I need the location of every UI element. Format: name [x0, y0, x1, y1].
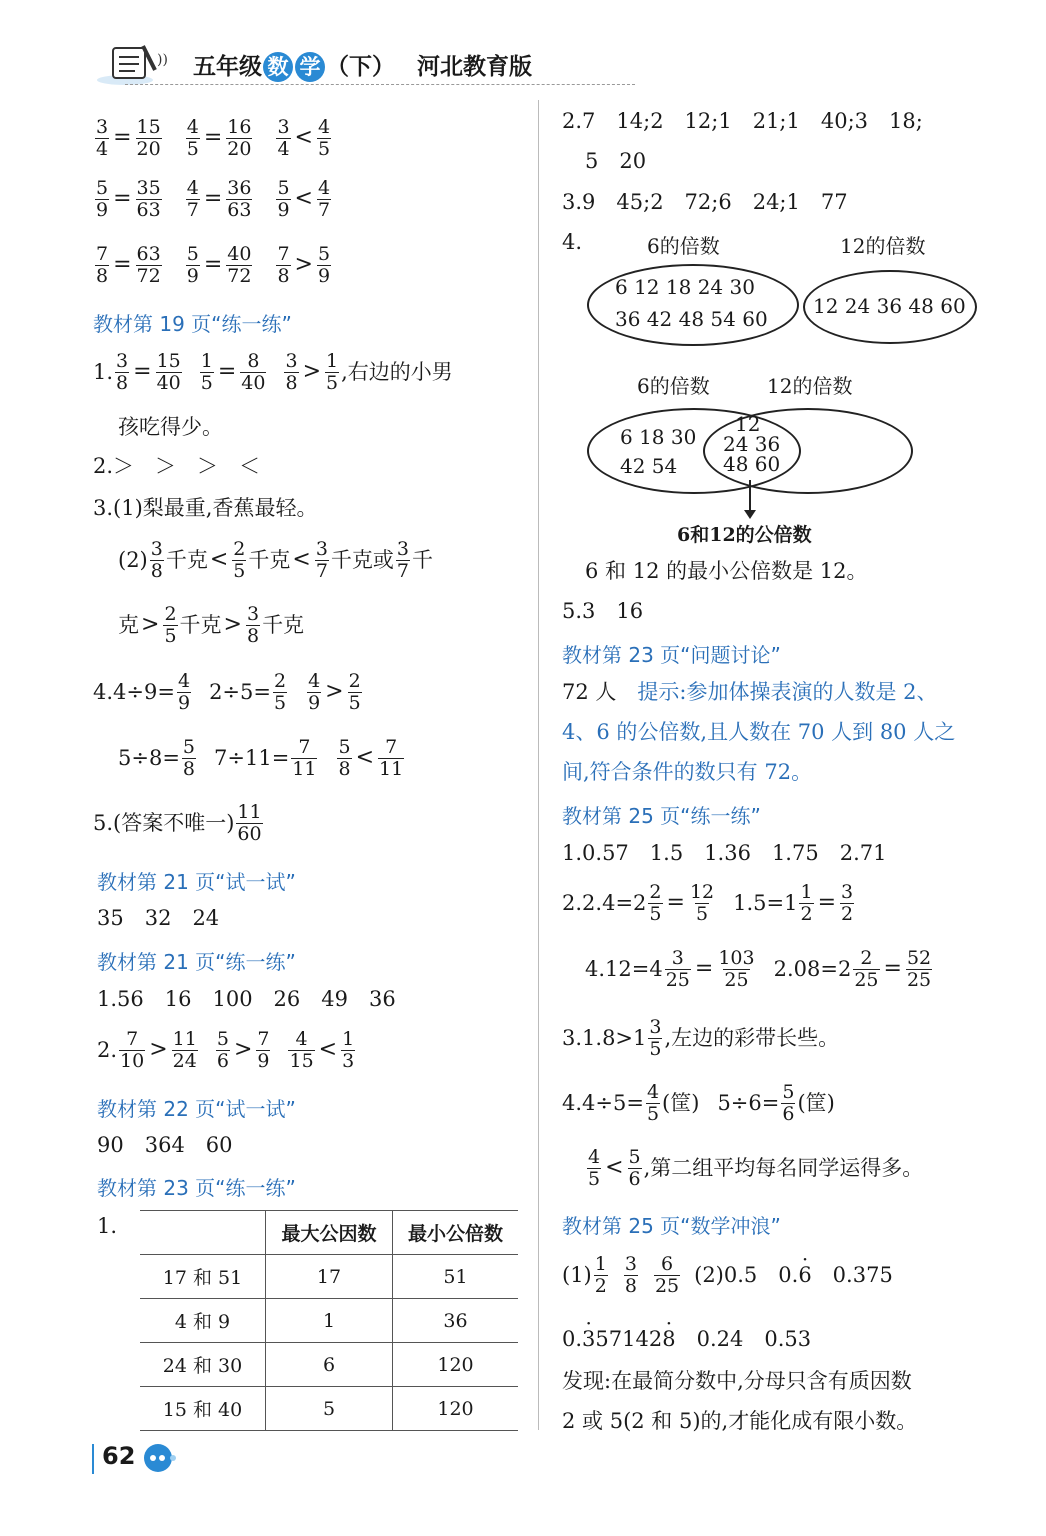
r-p4b: $\frac{4}{5}$ < $\frac{5}{6}$ ,第二组平均每名同学运得多。	[588, 1145, 924, 1190]
column-divider	[538, 100, 539, 1430]
r-disc-3: 间,符合条件的数只有 72。	[562, 760, 813, 784]
section-heading-25b: 教材第 25 页“数学冲浪”	[562, 1214, 781, 1238]
table-row: 15 和 40 5 120	[140, 1387, 518, 1431]
section-heading-23b: 教材第 23 页“问题讨论”	[562, 643, 781, 667]
frac-row-1: $\frac{3}{4}$ = $\frac{15}{20}$ $\frac{4}{5}$ = $\frac{16}{20}$ $\frac{3}{4}$ < $\frac{4}{5}$	[96, 115, 331, 160]
arrow-down-icon	[740, 480, 760, 520]
r-q2-line2: 5 20	[585, 149, 647, 173]
q19-3-2: (2) $\frac{3}{8}$ 千克 < $\frac{2}{5}$ 千克 < $\frac{3}{7}$ 千克或 $\frac{3}{7}$ 千	[118, 537, 433, 582]
r-p3: 3.1.8>1 $\frac{3}{5}$ ,左边的彩带长些。	[562, 1015, 840, 1060]
r-disc-2: 4、6 的公倍数,且人数在 70 人到 80 人之	[562, 720, 956, 744]
r-p4a: 4.4÷5= $\frac{4}{5}$ (筐) 5÷6= $\frac{5}{6}$ (筐)	[562, 1080, 835, 1125]
section-heading-21a: 教材第 21 页“试一试”	[97, 870, 296, 894]
r-s3: 0.· 357142· 8 0.24 0.53	[562, 1326, 811, 1352]
section-heading-22: 教材第 22 页“试一试”	[97, 1097, 296, 1121]
q19-1: 1. $\frac{3}{8}$ = $\frac{15}{40}$ $\frac{1}{5}$ = $\frac{8}{40}$ $\frac{3}{8}$ > $\frac{1}{5}$ ,右边的小男	[93, 349, 453, 394]
r-disc-1: 72 人 提示:参加体操表演的人数是 2、	[562, 680, 938, 704]
header-banner	[95, 40, 545, 88]
section-heading-21b: 教材第 21 页“练一练”	[97, 950, 296, 974]
answers-21b-2: 2. $\frac{7}{10}$ > $\frac{11}{24}$ $\frac{5}{6}$ > $\frac{7}{9}$ $\frac{4}{15}$ < $\frac{1}{3}$	[97, 1027, 355, 1072]
r-q3: 3.9 45;2 72;6 24;1 77	[562, 190, 848, 214]
section-heading-23: 教材第 23 页“练一练”	[97, 1176, 296, 1200]
header-title: 五年级 数 学 （下） 河北教育版	[193, 54, 533, 80]
section-heading-25a: 教材第 25 页“练一练”	[562, 804, 761, 828]
section-heading-19: 教材第 19 页“练一练”	[93, 312, 292, 336]
r-p1: 1.0.57 1.5 1.36 1.75 2.71	[562, 841, 887, 865]
frac-row-2: $\frac{5}{9}$ = $\frac{35}{63}$ $\frac{4}{7}$ = $\frac{36}{63}$ $\frac{5}{9}$ < $\frac{4}{7}$	[96, 176, 331, 221]
r-p2-line1: 2. 2.4=2 $\frac{2}{5}$ = $\frac{12}{5}$ 1.5=1 $\frac{1}{2}$ = $\frac{3}{2}$	[562, 880, 854, 925]
q19-4b: 5÷8= $\frac{5}{8}$ 7÷11= $\frac{7}{11}$ $\frac{5}{8}$ < $\frac{7}{11}$	[118, 735, 404, 780]
frac-rows-top	[93, 110, 353, 298]
answers-21a: 35 32 24	[97, 906, 220, 930]
table-header-row: 最大公因数 最小公倍数	[140, 1211, 518, 1255]
r-q5: 5.3 16	[562, 599, 644, 623]
answers-22: 90 364 60	[97, 1133, 233, 1157]
header-underline	[125, 84, 635, 85]
venn-separate: 6的倍数 12的倍数 6 12 18 24 30 36 42 48 54 60 12 24 36 48 60	[585, 230, 985, 350]
r-q4-label: 4.	[562, 230, 583, 254]
gcd-lcm-table	[140, 1210, 518, 1431]
r-lcm-text: 6 和 12 的最小公倍数是 12。	[585, 559, 868, 583]
q19-3-1: 3.(1)梨最重,香蕉最轻。	[93, 496, 318, 520]
table-row: 4 和 9 1 36	[140, 1299, 518, 1343]
table-row: 17 和 51 17 51	[140, 1255, 518, 1299]
table-label: 1.	[97, 1214, 118, 1238]
book-pencil-icon	[95, 40, 168, 88]
r-q2-line1: 2.7 14;2 12;1 21;1 40;3 18;	[562, 109, 923, 133]
venn-overlap: 6的倍数 12的倍数 6 18 30 42 54 12 24 36 48 60 6和12的公倍数	[585, 370, 985, 545]
table-row: 24 和 30 6 120	[140, 1343, 518, 1387]
r-find-2: 2 或 5(2 和 5)的,才能化成有限小数。	[562, 1409, 918, 1433]
frac-row-3: $\frac{7}{8}$ = $\frac{63}{72}$ $\frac{5}{9}$ = $\frac{40}{72}$ $\frac{7}{8}$ > $\frac{5}{9}$	[96, 242, 331, 287]
svg-text:)): ))	[157, 52, 168, 68]
r-find-1: 发现:在最简分数中,分母只含有质因数	[562, 1369, 912, 1393]
q19-3-2-cont: 克 > $\frac{2}{5}$ 千克 > $\frac{3}{8}$ 千克	[118, 602, 305, 647]
q19-2: 2.＞ ＞ ＞ ＜	[93, 454, 261, 478]
q19-4a: 4. 4÷9= $\frac{4}{9}$ 2÷5= $\frac{2}{5}$ $\frac{4}{9}$ > $\frac{2}{5}$	[93, 669, 361, 714]
q19-5: 5.(答案不唯一) $\frac{11}{60}$	[93, 800, 262, 845]
r-p2-line2: 4.12=4 $\frac{3}{25}$ = $\frac{103}{25}$ 2.08=2 $\frac{2}{25}$ = $\frac{52}{25}$	[585, 946, 932, 991]
r-s1: (1) $\frac{1}{2}$ $\frac{3}{8}$ $\frac{6}{25}$ (2)0.5 0. · 6 0.375	[562, 1250, 893, 1300]
q19-1-cont: 孩吃得少。	[118, 415, 223, 439]
page-badge-icon	[140, 1440, 180, 1476]
answers-21b-1: 1.56 16 100 26 49 36	[97, 987, 396, 1011]
